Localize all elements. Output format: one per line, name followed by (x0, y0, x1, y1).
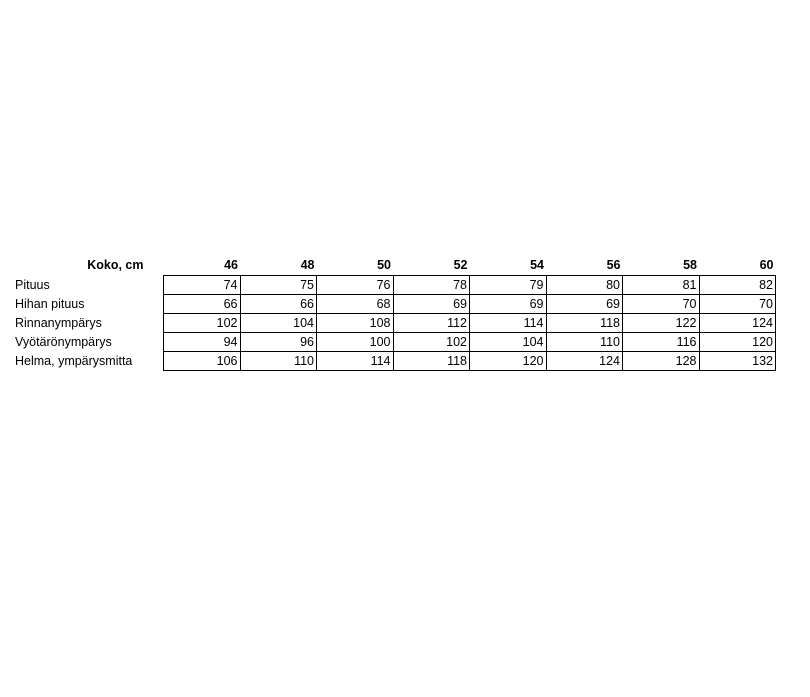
table-cell: 132 (699, 352, 776, 371)
row-label: Vyötärönympärys (15, 335, 112, 349)
table-cell: 66 (240, 295, 317, 314)
table-cell: 70 (699, 295, 776, 314)
size-header-row (12, 256, 776, 276)
table-cell: 74 (164, 276, 241, 295)
table-cell: 124 (546, 352, 623, 371)
header-label: Koko, cm (87, 258, 144, 273)
table-row-hihan-pituus (12, 295, 776, 314)
table-cell: 76 (317, 276, 394, 295)
table-cell: 120 (699, 333, 776, 352)
table-cell: 80 (546, 276, 623, 295)
table-cell: 68 (317, 295, 394, 314)
table-cell: 122 (623, 314, 700, 333)
table-cell: 69 (546, 295, 623, 314)
table-cell: 66 (164, 295, 241, 314)
size-46: 46 (224, 258, 238, 272)
size-56: 56 (606, 258, 621, 272)
table-row-helma-ymparysmitta (12, 352, 776, 371)
table-row-pituus (12, 276, 776, 295)
table-cell: 94 (164, 333, 241, 352)
size-table (12, 256, 776, 371)
table-cell: 118 (393, 352, 470, 371)
table-cell: 124 (699, 314, 776, 333)
table-row-rinnanymparys (12, 314, 776, 333)
table-cell: 112 (393, 314, 470, 333)
table-row-vyotaronymparys (12, 333, 776, 352)
table-cell: 69 (470, 295, 547, 314)
size-60: 60 (759, 258, 774, 272)
row-label: Rinnanympärys (15, 316, 102, 330)
size-52: 52 (453, 258, 468, 272)
table-cell: 104 (470, 333, 547, 352)
table-cell: 102 (393, 333, 470, 352)
table-cell: 116 (623, 333, 700, 352)
size-48: 48 (300, 258, 315, 272)
table-cell: 114 (317, 352, 394, 371)
row-label: Pituus (15, 278, 50, 292)
size-54: 54 (530, 258, 544, 272)
size-50: 50 (377, 258, 391, 272)
table-cell: 82 (699, 276, 776, 295)
table-cell: 75 (240, 276, 317, 295)
table-cell: 114 (470, 314, 547, 333)
table-cell: 128 (623, 352, 700, 371)
table-cell: 70 (623, 295, 700, 314)
table-cell: 108 (317, 314, 394, 333)
row-label: Helma, ympärysmitta (15, 354, 133, 368)
table-cell: 120 (470, 352, 547, 371)
table-cell: 78 (393, 276, 470, 295)
table-cell: 104 (240, 314, 317, 333)
table-cell: 110 (546, 333, 623, 352)
table-cell: 81 (623, 276, 700, 295)
table-cell: 118 (546, 314, 623, 333)
table-cell: 102 (164, 314, 241, 333)
table-cell: 110 (240, 352, 317, 371)
table-cell: 79 (470, 276, 547, 295)
table-cell: 106 (164, 352, 241, 371)
table-cell: 100 (317, 333, 394, 352)
table-cell: 96 (240, 333, 317, 352)
size-58: 58 (683, 258, 697, 272)
table-cell: 69 (393, 295, 470, 314)
row-label: Hihan pituus (15, 297, 85, 311)
